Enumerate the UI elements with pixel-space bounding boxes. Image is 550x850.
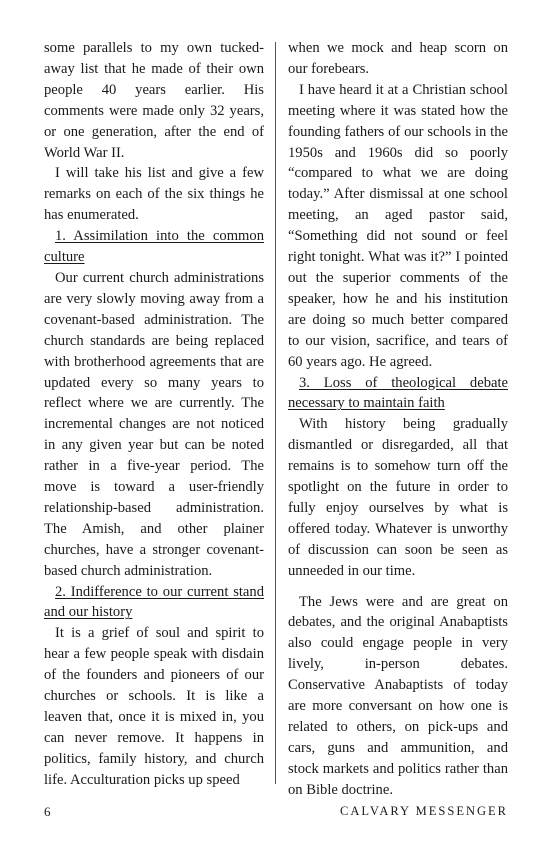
section-heading-3	[288, 373, 508, 415]
right-paragraph-4: The Jews were and are great on debates, and the original Anabaptists also could engage people in very lively, in-person debates. Conservative Anabaptists of today are more conversant on how one is related to others, on pick-ups and cars, guns and ammunition, and stock markets and politics rather than on Bible doctrine.	[288, 593, 508, 798]
right-column	[288, 38, 508, 801]
right-paragraph-1: when we mock and heap scorn on our forebears.	[288, 40, 508, 77]
running-head: CALVARY MESSENGER	[340, 804, 508, 818]
left-paragraph-3: Our current church administrations are very slowly moving away from a covenant-based administration. The church standards are being replaced with brotherhood agreements that are updated every so many years to reflect where we are currently. The incremental changes are not noticed in any given year but can be noted rather in a five-year period. The move is toward a user-friendly relationship-based administration. The Amish, and other plainer churches, have a stronger covenant-based church administration.	[44, 269, 264, 579]
left-column	[44, 38, 264, 791]
left-paragraph-1: some parallels to my own tucked-away list that he made of their own people 40 years earlier. His comments were made only 32 years, or one generation, after the end of World War II.	[44, 40, 264, 161]
section-heading-2	[44, 582, 264, 624]
column-divider	[275, 42, 276, 784]
left-paragraph-2: I will take his list and give a few remarks on each of the six things he has enumerated.	[44, 165, 264, 224]
section-heading-1	[44, 226, 264, 268]
section-heading-2-text: 2. Indifference to our current stand and our history	[44, 583, 264, 621]
left-paragraph-4: It is a grief of soul and spirit to hear a few people speak with disdain of the founders and pioneers of our churches or schools. It is like a leaven that, once it is mixed in, you can never remove. It happens in politics, family history, and church life. Acculturation picks up speed	[44, 625, 264, 788]
right-paragraph-3: With history being gradually dismantled or disregarded, all that remains is to somehow turn off the spotlight on the future in order to fully enjoy ourselves by what is offered today. Whatever is unworthy of discussion can soon be seen as unneeded in our time.	[288, 416, 508, 579]
section-heading-3-text: 3. Loss of theological debate necessary to maintain faith	[288, 374, 508, 412]
page-number: 6	[44, 804, 52, 819]
section-heading-1-text: 1. Assimilation into the common culture	[44, 228, 264, 266]
right-paragraph-2: I have heard it at a Christian school meeting where it was stated how the founding fathers of our schools in the 1950s and 1960s did so poorly “compared to what we are doing today.” After dismissal at one school meeting, an aged pastor said, “Something did not sound or feel right tonight. What was it?” I pointed out the superior comments of the speaker, how he and his institution are doing so much better compared to our vision, sacrifice, and tears of 60 years ago. He agreed.	[288, 81, 508, 370]
